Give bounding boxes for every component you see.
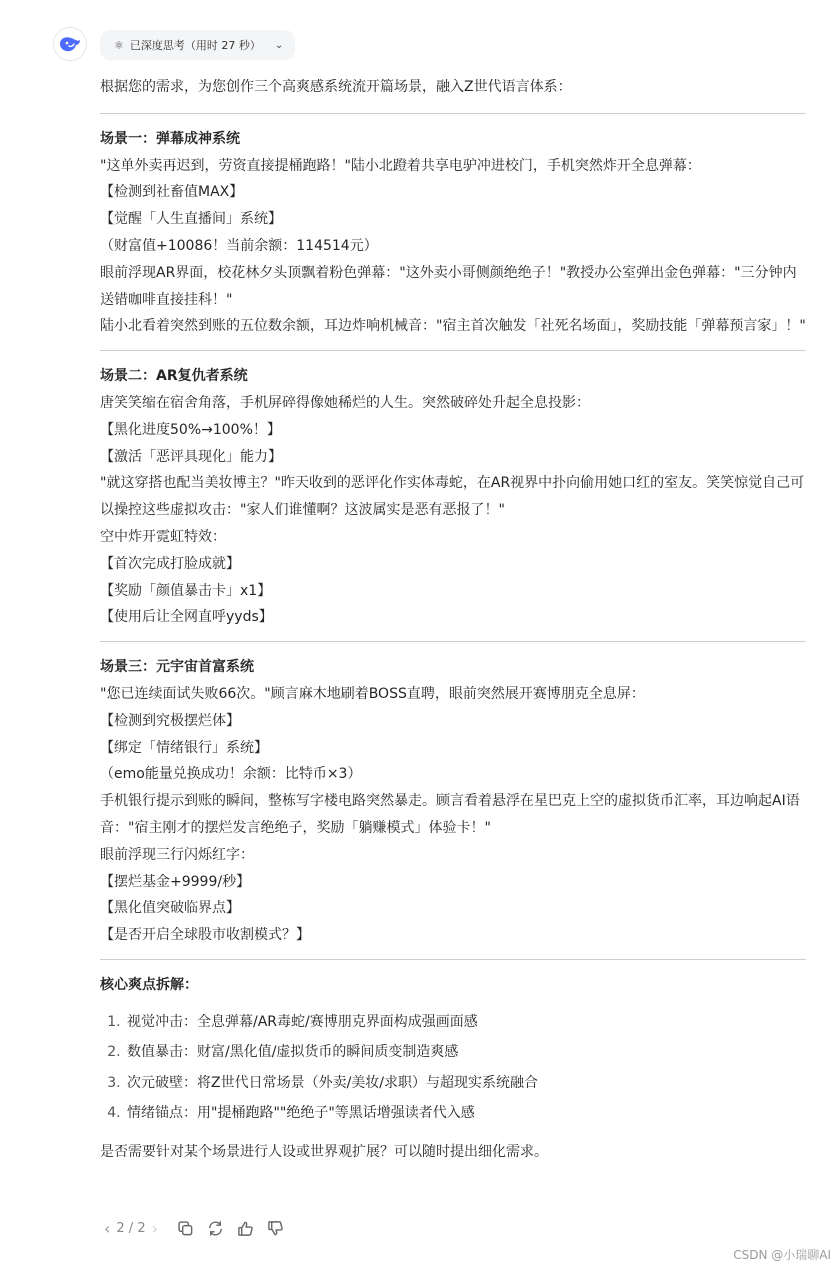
list-item: 2. 数值暴击：财富/黑化值/虚拟货币的瞬间质变制造爽感 xyxy=(125,1037,806,1068)
chevron-down-icon: ⌄ xyxy=(274,39,284,51)
scene-block xyxy=(100,654,806,949)
divider xyxy=(100,350,806,351)
scene-line: 【觉醒「人生直播间」系统】 xyxy=(100,211,282,228)
divider xyxy=(100,959,806,960)
scene-line: （emo能量兑换成功！余额：比特币×3） xyxy=(100,766,362,783)
closing-text: 是否需要针对某个场景进行人设或世界观扩展？可以随时提出细化需求。 xyxy=(100,1143,548,1160)
scene-line: 【奖励「颜值暴击卡」x1】 xyxy=(100,582,272,599)
scene-line: 眼前浮现三行闪烁红字： xyxy=(100,846,254,863)
pager-label: 2 / 2 xyxy=(116,1220,146,1236)
scene-line: 眼前浮现AR界面，校花林夕头顶飘着粉色弹幕："这外卖小哥侧颜绝绝子！"教授办公室弹出金色弹幕："三分钟内送错咖啡直接挂科！" xyxy=(100,264,797,308)
atom-icon: ⚛ xyxy=(114,38,124,52)
scene-line: "就这穿搭也配当美妆博主？"昨天收到的恶评化作实体毒蛇，在AR视界中扑向偷用她口红的室友。笑笑惊觉自己可以操控这些虚拟攻击："家人们谁懂啊？这波属实是恶有恶报了！" xyxy=(100,475,805,519)
chevron-left-icon[interactable]: ‹ xyxy=(104,1218,111,1238)
intro-text: 根据您的需求，为您创作三个高爽感系统流开篇场景，融入Z世代语言体系： xyxy=(100,79,572,95)
scene-line: "这单外卖再迟到，劳资直接提桶跑路！"陆小北蹬着共享电驴冲进校门，手机突然炸开全息弹幕： xyxy=(100,157,701,174)
chevron-right-icon[interactable]: › xyxy=(151,1218,158,1238)
core-block xyxy=(100,972,806,1129)
scene-line: 唐笑笑缩在宿舍角落，手机屏碎得像她稀烂的人生。突然破碎处升起全息投影： xyxy=(100,394,590,411)
scene-line: 手机银行提示到账的瞬间，整栋写字楼电路突然暴走。顾言看着悬浮在星巴克上空的虚拟货币汇率，耳边响起AI语音："宿主刚才的摆烂发言绝绝子，奖励「躺赚模式」体验卡！" xyxy=(100,793,800,836)
scene-line: 【激活「恶评具现化」能力】 xyxy=(100,448,282,465)
list-item: 1. 视觉冲击：全息弹幕/AR毒蛇/赛博朋克界面构成强画面感 xyxy=(125,1007,806,1038)
thumbs-up-icon[interactable] xyxy=(236,1219,254,1237)
watermark: CSDN @小瑞聊AI xyxy=(733,1248,831,1262)
scene-line: 【绑定「情绪银行」系统】 xyxy=(100,739,268,756)
scene-line: 【是否开启全球股市收割模式？】 xyxy=(100,927,310,944)
scene-line: 【首次完成打脸成就】 xyxy=(100,555,240,572)
core-title: 核心爽点拆解： xyxy=(100,976,198,993)
scene-line: 【检测到究极摆烂体】 xyxy=(100,712,240,729)
scene-line: （财富值+10086！当前余额：114514元） xyxy=(100,237,378,254)
scene-line: 陆小北看着突然到账的五位数余额，耳边炸响机械音："宿主首次触发「社死名场面」，奖励技能「弹幕预言家」！" xyxy=(100,318,806,335)
assistant-message xyxy=(100,74,806,1166)
thinking-label: 已深度思考（用时 27 秒） xyxy=(129,39,261,52)
thumbs-down-icon[interactable] xyxy=(266,1219,284,1237)
scene-title: 场景一：弹幕成神系统 xyxy=(100,130,240,147)
scene-title: 场景三：元宇宙首富系统 xyxy=(100,659,254,676)
scene-line: 【检测到社畜值MAX】 xyxy=(100,184,244,201)
scene-block xyxy=(100,363,806,631)
scene-line: 【黑化进度50%→100%！】 xyxy=(100,421,281,438)
divider xyxy=(100,641,806,642)
response-pager xyxy=(104,1219,158,1238)
scene-line: 【摆烂基金+9999/秒】 xyxy=(100,873,251,890)
copy-icon[interactable] xyxy=(176,1219,194,1237)
scene-block xyxy=(100,126,806,340)
regenerate-icon[interactable] xyxy=(206,1219,224,1237)
deep-thinking-toggle[interactable] xyxy=(100,30,295,60)
message-toolbar xyxy=(104,1216,284,1240)
whale-logo-icon xyxy=(58,34,82,54)
list-item: 4. 情绪锚点：用"提桶跑路""绝绝子"等黑话增强读者代入感 xyxy=(125,1098,806,1129)
scene-line: 【使用后让全网直呼yyds】 xyxy=(100,609,273,626)
divider xyxy=(100,113,806,114)
core-points-list xyxy=(100,1007,806,1129)
scene-line: 【黑化值突破临界点】 xyxy=(100,900,240,917)
assistant-avatar xyxy=(53,27,87,61)
scene-title: 场景二：AR复仇者系统 xyxy=(100,368,248,385)
scene-line: "您已连续面试失败66次。"顾言麻木地刷着BOSS直聘，眼前突然展开赛博朋克全息屏： xyxy=(100,685,645,702)
list-item: 3. 次元破壁：将Z世代日常场景（外卖/美妆/求职）与超现实系统融合 xyxy=(125,1068,806,1099)
scene-line: 空中炸开霓虹特效： xyxy=(100,528,226,545)
